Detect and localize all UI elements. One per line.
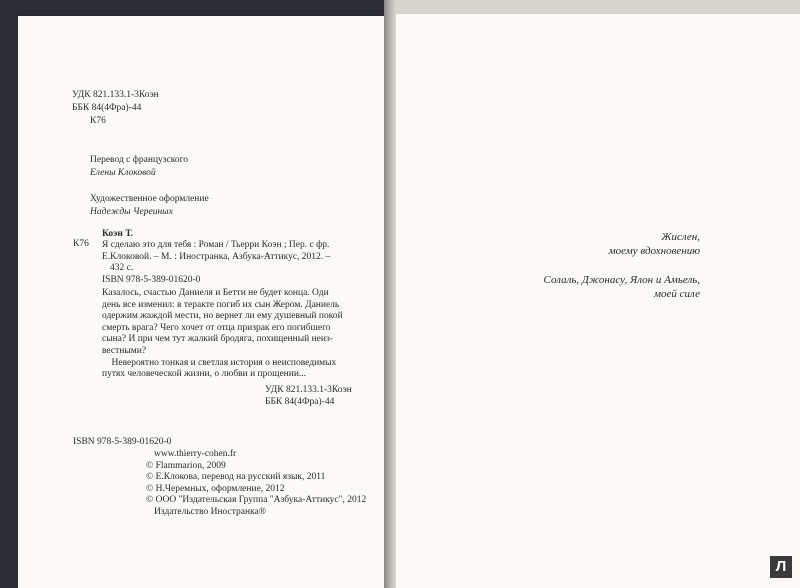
- annotation-line: одержим жаждой мести, но вернет ли ему душевный покой: [102, 311, 343, 322]
- annotation-line: смерть врага? Чего хочет от отца призрак его погибшего: [102, 322, 331, 333]
- book-cover-edge: [0, 0, 18, 588]
- annotation-line: день все изменил: в теракте погиб их сын Жером. Даниель: [102, 299, 340, 310]
- bib-isbn: ISBN 978-5-389-01620-0: [102, 274, 201, 285]
- annotation: [102, 288, 343, 381]
- dedication-name: Жислен,: [661, 231, 700, 243]
- website: www.thierry-cohen.fr: [154, 449, 237, 459]
- bbk-code-repeat: ББК 84(4Фра)-44: [265, 397, 335, 407]
- card-code: К76: [73, 239, 89, 249]
- design-label: Художественное оформление: [90, 194, 209, 204]
- bbk-code: ББК 84(4Фра)-44: [72, 103, 142, 113]
- book-spine: [384, 0, 396, 588]
- copyright-line: © ООО "Издательская Группа "Азбука-Аттикус", 2012: [146, 495, 367, 506]
- isbn: ISBN 978-5-389-01620-0: [73, 437, 172, 447]
- author-mark: К76: [90, 116, 106, 126]
- dedication-names: Солаль, Джонасу, Ялон и Амьель,: [543, 274, 700, 286]
- copyright-line: © Flammarion, 2009: [146, 460, 226, 471]
- bibliographic-record: [102, 240, 330, 286]
- dedication-line: моему вдохновению: [608, 245, 700, 257]
- designer-name: Надежды Череиных: [90, 207, 173, 217]
- card-author: Коэн Т.: [102, 229, 133, 239]
- annotation-line: Казалось, счастью Даниеля и Бетти не будет конца. Оди: [102, 288, 329, 298]
- annotation-line: вестными?: [102, 345, 147, 356]
- bib-line: Е.Клоковой. – М. : Иностранка, Азбука-Аттикус, 2012. –: [102, 251, 331, 262]
- copyright-line: Издательство Иностранка®: [154, 506, 266, 517]
- udk-code: УДК 821.133.1-3Коэн: [72, 90, 159, 100]
- bib-line: Я сделаю это для тебя : Роман / Тьерри Коэн ; Пер. с фр.: [102, 240, 330, 250]
- translator-name: Елены Клоковой: [90, 168, 156, 178]
- right-page: [396, 14, 800, 588]
- copyright-line: © Е.Клокова, перевод на русский язык, 2011: [146, 472, 326, 483]
- dedication-line: моей силе: [654, 288, 700, 300]
- udk-code-repeat: УДК 821.133.1-3Коэн: [265, 385, 352, 395]
- left-page: [18, 16, 384, 588]
- watermark-logo-icon: Л: [770, 556, 792, 578]
- copyright-line: © Н.Черемных, оформление, 2012: [146, 483, 285, 494]
- bib-line: 432 с.: [110, 263, 134, 274]
- annotation-line: Невероятно тонкая и светлая история о неисповедимых: [102, 357, 337, 368]
- annotation-line: путях человеческой жизни, о любви и прощении...: [102, 369, 307, 380]
- annotation-line: сына? И при чем тут жалкий бродяга, похищенный неиз-: [102, 334, 333, 345]
- translation-label: Перевод с французского: [90, 155, 189, 165]
- copyright-block: [146, 449, 366, 519]
